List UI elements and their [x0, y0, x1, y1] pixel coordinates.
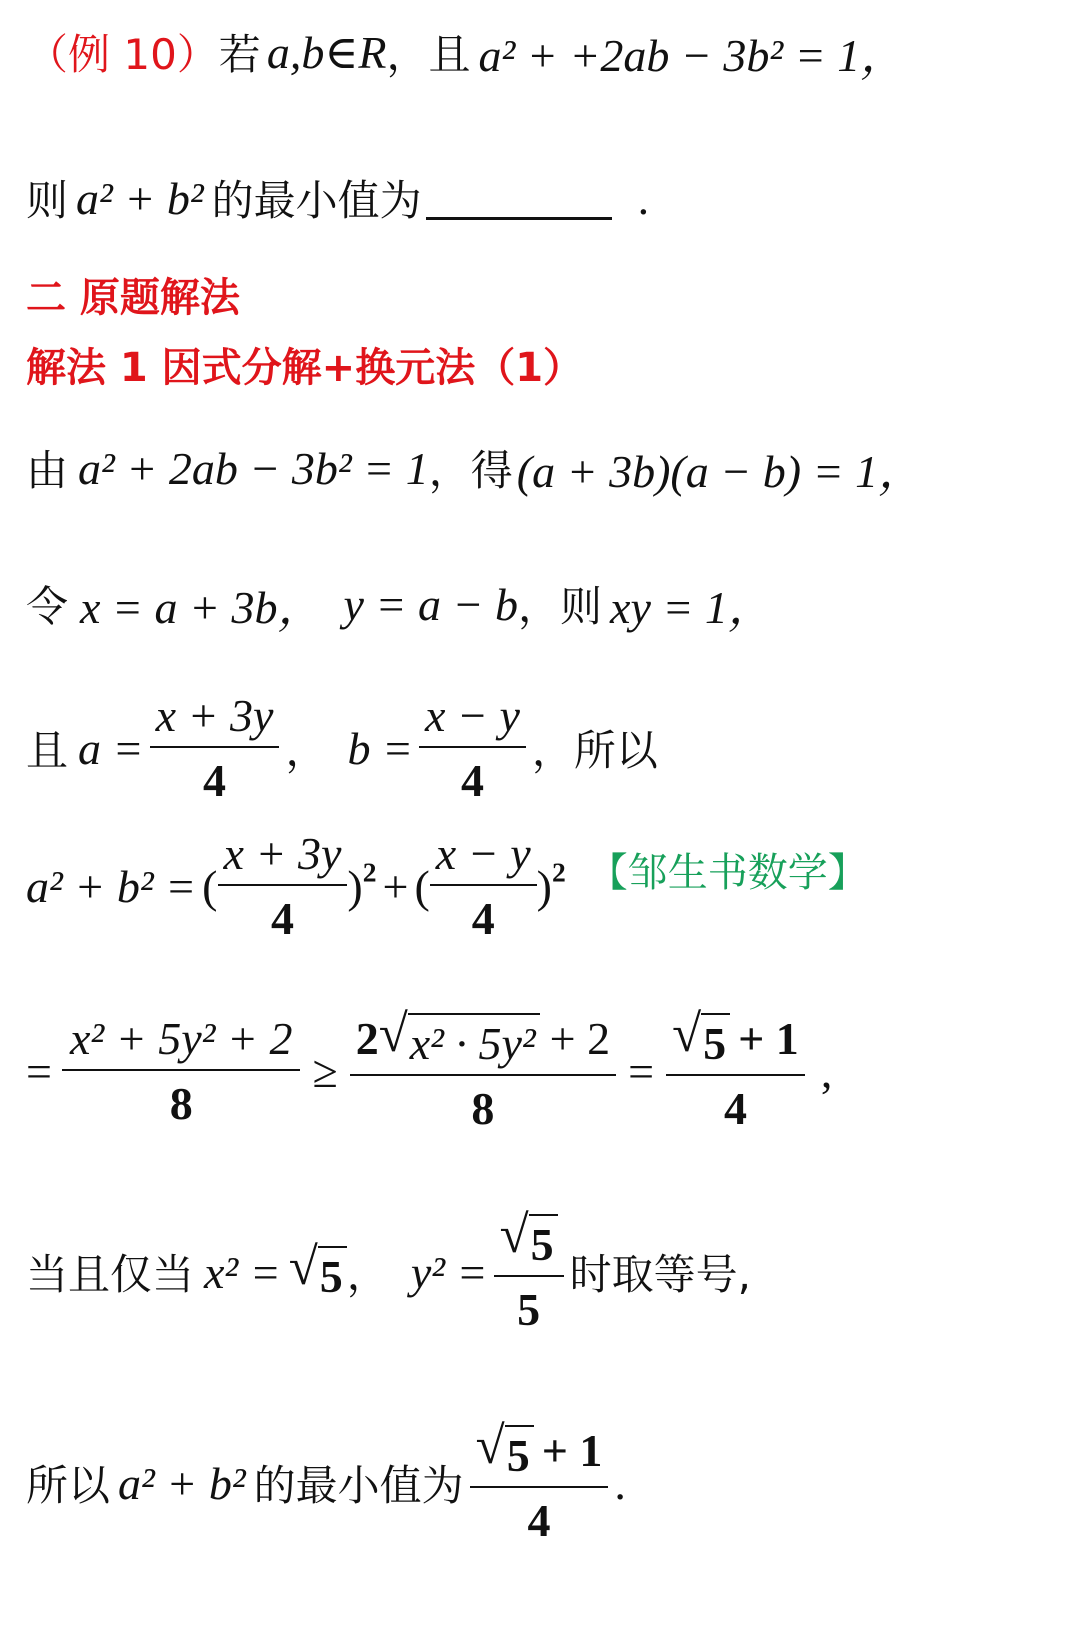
example-cond-prefix: ，且 — [386, 30, 471, 79]
open-paren-2: ( — [414, 860, 430, 912]
step-3 — [26, 688, 658, 808]
step6-x-sqrt — [288, 1238, 347, 1303]
question-period: . — [637, 172, 650, 224]
plus-sign: + — [382, 860, 409, 912]
step3-prefix: 且 — [26, 726, 69, 775]
a-fraction-denominator: 4 — [150, 746, 280, 807]
step3-end: ，所以 — [531, 726, 658, 775]
step1-factored: (a + 3b)(a − b) = 1， — [516, 446, 925, 497]
step7-expr: a² + b² — [118, 1457, 246, 1509]
step2-mid: ，则 — [518, 582, 603, 631]
step6-end: 时取等号, — [569, 1250, 751, 1299]
step1-prefix: 由 — [26, 446, 69, 495]
term2-denominator: 4 — [430, 884, 537, 945]
step6-x: x² = — [204, 1246, 281, 1298]
step7-mid: 的最小值为 — [253, 1461, 464, 1510]
step-6 — [26, 1205, 751, 1335]
expand-fraction — [62, 1012, 301, 1130]
step2-y: y = a − b — [343, 578, 519, 630]
step6-x-radicand: 5 — [318, 1246, 347, 1303]
section-heading: 二 原题解法 — [26, 274, 240, 321]
b-fraction-numerator: x − y — [425, 690, 520, 741]
y-fraction-denominator: 5 — [494, 1275, 564, 1336]
final-tail: + 1 — [541, 1425, 603, 1476]
example-equation: a² + +2ab − 3b² = 1， — [478, 30, 907, 81]
question-expr: a² + b² — [76, 172, 204, 224]
a-fraction-numerator: x + 3y — [155, 690, 274, 741]
example-line-1 — [26, 22, 906, 82]
term1-fraction — [218, 827, 348, 945]
term1-numerator: x + 3y — [223, 828, 342, 879]
step-2 — [26, 574, 774, 634]
question-start: 则 — [26, 176, 69, 225]
amgm-tail: + 2 — [549, 1013, 611, 1064]
step2-prefix: 令 — [26, 582, 69, 631]
geq-sign: ≥ — [312, 1045, 338, 1097]
example-set: a,b∈R — [266, 27, 387, 78]
step4-lhs: a² + b² = — [26, 860, 197, 912]
step3-a: a = — [78, 722, 144, 774]
final-fraction — [470, 1416, 609, 1547]
comma-end: , — [820, 1045, 833, 1097]
step2-xy: xy = 1， — [610, 582, 774, 633]
result-tail: + 1 — [738, 1013, 799, 1064]
step2-x: x = a + 3b， — [80, 582, 324, 633]
close-paren-2: )$^2$ — [536, 855, 566, 912]
step-7 — [26, 1418, 626, 1548]
example-line-2 — [26, 168, 649, 228]
final-radicand: 5 — [505, 1425, 534, 1482]
final-denominator: 4 — [470, 1486, 609, 1547]
term2-numerator: x − y — [435, 828, 531, 879]
expand-numerator: x² + 5y² + 2 — [69, 1013, 293, 1064]
step1-mid: ，得 — [428, 446, 513, 495]
step-4 — [26, 826, 868, 946]
amgm-denominator: 8 — [350, 1074, 616, 1135]
step7-prefix: 所以 — [26, 1461, 111, 1510]
comma: ， — [346, 1250, 389, 1299]
radical-sign: √ — [378, 1004, 408, 1063]
close-paren-1: )$^2$ — [347, 855, 377, 912]
radical-sign: √ — [672, 1004, 702, 1063]
b-fraction-denominator: 4 — [419, 746, 526, 807]
equals-sign: = — [26, 1045, 52, 1097]
step3-b: b = — [347, 722, 413, 774]
equals-sign-2: = — [628, 1045, 655, 1097]
result-denominator: 4 — [666, 1074, 805, 1135]
open-paren-1: ( — [202, 860, 218, 912]
y-fraction — [494, 1205, 564, 1336]
term2-fraction — [430, 827, 537, 945]
example-intro: 若 — [218, 30, 261, 79]
y-sqrt — [499, 1205, 558, 1271]
comma: ， — [285, 726, 328, 775]
result-radicand: 5 — [701, 1013, 730, 1070]
result-fraction — [666, 1004, 805, 1135]
term1-denominator: 4 — [218, 884, 348, 945]
final-sqrt — [475, 1416, 534, 1482]
radical-sign: √ — [475, 1416, 505, 1475]
expand-denominator: 8 — [62, 1069, 301, 1130]
radical-sign: √ — [499, 1205, 529, 1264]
watermark-label: 【邹生书数学】 — [587, 849, 868, 896]
method-heading: 解法 1 因式分解+换元法（1） — [26, 344, 584, 391]
y-fraction-numerator — [494, 1205, 564, 1275]
radical-sign: √ — [288, 1238, 318, 1296]
amgm-coef: 2 — [355, 1013, 379, 1064]
amgm-radicand: x² · 5y² — [408, 1013, 540, 1070]
step-5 — [26, 1006, 832, 1136]
final-numerator — [470, 1416, 609, 1486]
result-numerator — [666, 1004, 805, 1074]
step1-equation: a² + 2ab − 3b² = 1 — [78, 442, 429, 494]
y-radicand: 5 — [529, 1214, 558, 1271]
answer-blank — [426, 177, 612, 220]
amgm-fraction — [350, 1004, 616, 1135]
final-period: . — [614, 1457, 626, 1509]
example-label: （例 10） — [26, 30, 219, 79]
step6-y: y² = — [410, 1246, 488, 1298]
step-1 — [26, 438, 924, 498]
a-fraction — [150, 689, 280, 807]
amgm-numerator — [350, 1004, 616, 1074]
amgm-sqrt — [378, 1004, 540, 1070]
step6-prefix: 当且仅当 — [26, 1250, 195, 1299]
result-sqrt — [672, 1004, 730, 1070]
b-fraction — [419, 689, 526, 807]
question-end: 的最小值为 — [211, 176, 422, 225]
